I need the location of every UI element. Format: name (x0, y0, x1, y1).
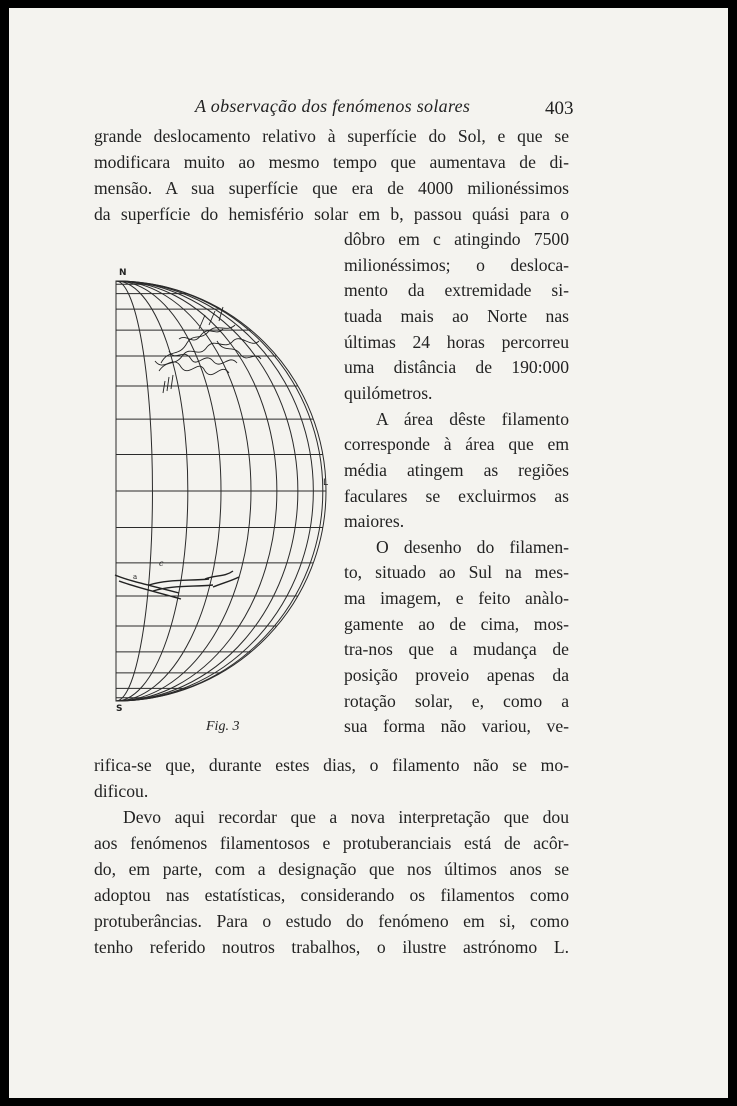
text-line: mensão. A sua superfície que era de 4000 milionéssimos (94, 178, 569, 198)
text-line: rotação solar, e, como a (344, 690, 569, 711)
text-line: quilómetros. (344, 382, 433, 403)
filament-stroke (213, 577, 239, 587)
page (9, 8, 728, 1098)
north-filament-drawing (155, 307, 261, 393)
text-line: O desenho do filamen- (376, 536, 569, 557)
text-line: grande deslocamento relativo à superfície do Sol, e que se (94, 126, 569, 146)
filament-stroke (205, 571, 233, 579)
text-line: to, situado ao Sul na mes- (344, 562, 569, 583)
solar-hemisphere-figure (109, 263, 339, 718)
text-line: protuberâncias. Para o estudo do fenómeno em si, como (94, 911, 569, 931)
text-line: da superfície do hemisfério solar em b, passou quási para o (94, 204, 569, 224)
text-line: ma imagem, e feito anàlo- (344, 588, 569, 609)
text-line: tuada mais ao Norte nas (344, 305, 569, 326)
text-line: corresponde à área que em (344, 434, 569, 455)
running-title: A observação dos fenómenos solares (195, 96, 471, 116)
text-line: tenho referido noutros trabalhos, o ilustre astrónomo L. (94, 937, 569, 957)
text-line: rifica-se que, durante estes dias, o filamento não se mo- (94, 755, 569, 775)
text-line: posição proveio apenas da (344, 665, 569, 686)
north-label: N (119, 268, 127, 278)
text-line: últimas 24 horas percorreu (344, 331, 569, 352)
filament-stroke (149, 579, 209, 585)
filament-stroke (163, 375, 173, 393)
text-line: adoptou nas estatísticas, considerando os filamentos como (94, 885, 569, 905)
text-line: uma distância de 190:000 (344, 357, 569, 378)
text-line: aos fenómenos filamentosos e protuberanciais está de acôr- (94, 833, 569, 853)
text-line: mento da extremidade si- (344, 280, 569, 301)
filament-label-c: c (159, 559, 164, 568)
filament-stroke (161, 325, 235, 363)
filament-stroke (155, 361, 229, 375)
text-line: Devo aqui recordar que a nova interpretação que dou (123, 807, 569, 827)
text-line: A área dêste filamento (376, 408, 569, 429)
text-line: faculares se excluirmos as (344, 485, 569, 506)
text-line: milionéssimos; o desloca- (344, 254, 569, 275)
text-line: dôbro em c atingindo 7500 (344, 229, 569, 249)
page-number: 403 (545, 98, 574, 119)
filament-stroke (169, 351, 237, 364)
text-line: modificara muito ao mesmo tempo que aumentava de di- (94, 152, 569, 172)
limb-label: L (323, 478, 329, 488)
figure-caption: Fig. 3 (206, 719, 240, 734)
text-line: sua forma não variou, ve- (344, 716, 569, 737)
text-line: tra-nos que a mudança de (344, 639, 569, 660)
text-line: média atingem as regiões (344, 459, 569, 480)
south-label: S (116, 704, 123, 714)
text-line: do, em parte, com a designação que nos últimos anos se (94, 859, 569, 879)
text-line: dificou. (94, 781, 149, 801)
text-line: gamente ao de cima, mos- (344, 613, 569, 634)
filament-label-a: a (133, 573, 138, 581)
filament-stroke (199, 307, 223, 329)
text-line: maiores. (344, 511, 405, 532)
